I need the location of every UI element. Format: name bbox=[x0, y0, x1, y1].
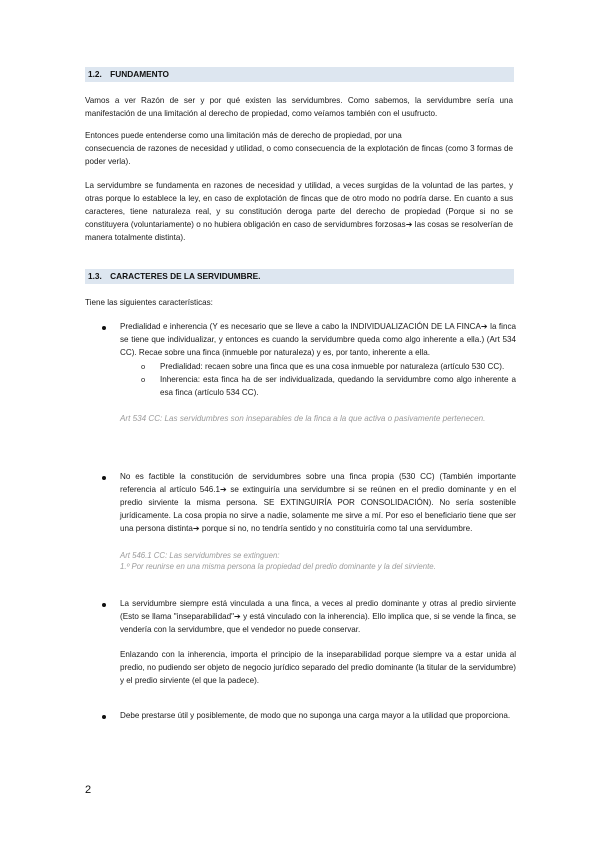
sub-list-item bbox=[120, 374, 516, 400]
sub-list-item-text: Inherencia: esta finca ha de ser individualizada, quedando la servidumbre como algo inherente a esa finca (artículo 534 CC). bbox=[160, 374, 516, 397]
bullet-icon bbox=[102, 476, 106, 480]
sub-list-item-text: Predialidad: recaen sobre una finca que es una cosa inmueble por naturaleza (artículo 530 CC). bbox=[160, 361, 505, 371]
section-number: 1.3. bbox=[88, 271, 102, 281]
paragraph-fundamento-3 bbox=[85, 180, 513, 245]
list-item-body bbox=[120, 598, 516, 687]
bullet-icon bbox=[102, 603, 106, 607]
section-heading-caracteres bbox=[85, 269, 514, 284]
paragraph-text: Tiene las siguientes características: bbox=[85, 298, 213, 307]
list-item-body bbox=[120, 471, 516, 573]
list-item-text: La servidumbre siempre está vinculada a una finca, a veces al predio dominante y otras al predio sirviente (Esto se llama "inseparabilidad"➔ y está vinculado con la inherencia). Ello implica que, si se vende la finca, se vendería con la servidumbre, que el vendedor no puede conservar. bbox=[120, 599, 516, 634]
paragraph-fundamento-1 bbox=[85, 95, 513, 121]
list-item-text: Debe prestarse útil y posiblemente, de modo que no suponga una carga mayor a la utilidad que proporciona. bbox=[120, 711, 511, 720]
section-title: FUNDAMENTO bbox=[110, 69, 170, 79]
section-heading-fundamento bbox=[85, 67, 514, 82]
list-item-text: Predialidad e inherencia (Y es necesario que se lleve a cabo la INDIVIDUALIZACIÓN DE LA FINCA➔ la finca se tiene que individualizar, y entonces es cuando la servidumbre queda como algo inherente a ella.) (Art 534 CC). Recae sobre una finca (inmueble por naturaleza) y es, por tanto, inherente a ella. bbox=[120, 322, 516, 357]
paragraph-text: La servidumbre se fundamenta en razones de necesidad y utilidad, a veces surgidas de la voluntad de las partes, y otras porque lo establece la ley, en caso de explotación de fincas que de otro modo no podría darse. En cuanto a sus caracteres, tiene naturaleza real, y su constitución deroga parte del derecho de propiedad (Porque si no se constituyera (voluntariamente) o no hubiera obligación en caso de servidumbres forzosas➔ las cosas se resolverían de manera totalmente distinta). bbox=[85, 181, 513, 242]
section-title: CARACTERES DE LA SERVIDUMBRE. bbox=[110, 271, 261, 281]
legal-quote: Art 546.1 CC: Las servidumbres se extinguen: bbox=[120, 550, 280, 560]
bullet-icon bbox=[102, 326, 106, 330]
sub-list-item bbox=[120, 361, 516, 374]
section-number: 1.2. bbox=[88, 69, 102, 79]
caracteres-intro bbox=[85, 297, 513, 310]
paragraph-text: Entonces puede entenderse como una limitación más de derecho de propiedad, por una bbox=[85, 131, 402, 140]
bullet-icon bbox=[102, 715, 106, 719]
legal-quote: 1.º Por reunirse en una misma persona la propiedad del predio dominante y la del sirviente. bbox=[120, 562, 436, 572]
circle-bullet-icon: o bbox=[141, 361, 146, 371]
list-item-text: Enlazando con la inherencia, importa el principio de la inseparabilidad porque siempre va a estar unida al predio, no pudiendo ser objeto de negocio jurídico separado del predio dominante (la titular de la servidumbre) y el predio sirviente (el que la padece). bbox=[120, 649, 516, 685]
paragraph-text: Vamos a ver Razón de ser y por qué existen las servidumbres. Como sabemos, la servidumbre sería una manifestación de una limitación al derecho de propiedad, como veíamos también con el usufructo. bbox=[85, 96, 513, 118]
list-item-text: No es factible la constitución de servidumbres sobre una finca propia (530 CC) (También importante referencia al artículo 546.1➔ se extinguiría una servidumbre si se reúnen en el predio dominante y en el predio sirviente la misma persona. SE EXTINGUIRÍA POR CONSOLIDACIÓN). No sería sostenible jurídicamente. La cosa propia no sirve a nadie, solamente me sirve a mí. Por eso el beneficiario tiene que ser una persona distinta➔ porque si no, no tendría sentido y no constituiría como tal una servidumbre. bbox=[120, 472, 516, 533]
paragraph-text: consecuencia de razones de necesidad y utilidad, o como consecuencia de la explotación de fincas (como 3 formas de poder verla). bbox=[85, 143, 513, 166]
list-item-body bbox=[120, 321, 516, 426]
paragraph-fundamento-2 bbox=[85, 130, 513, 169]
legal-quote: Art 534 CC: Las servidumbres son inseparables de la finca a la que activa o pasivamente pertenecen. bbox=[120, 414, 486, 424]
list-item-body bbox=[120, 710, 516, 723]
page-number: 2 bbox=[85, 784, 92, 796]
circle-bullet-icon: o bbox=[141, 374, 146, 384]
